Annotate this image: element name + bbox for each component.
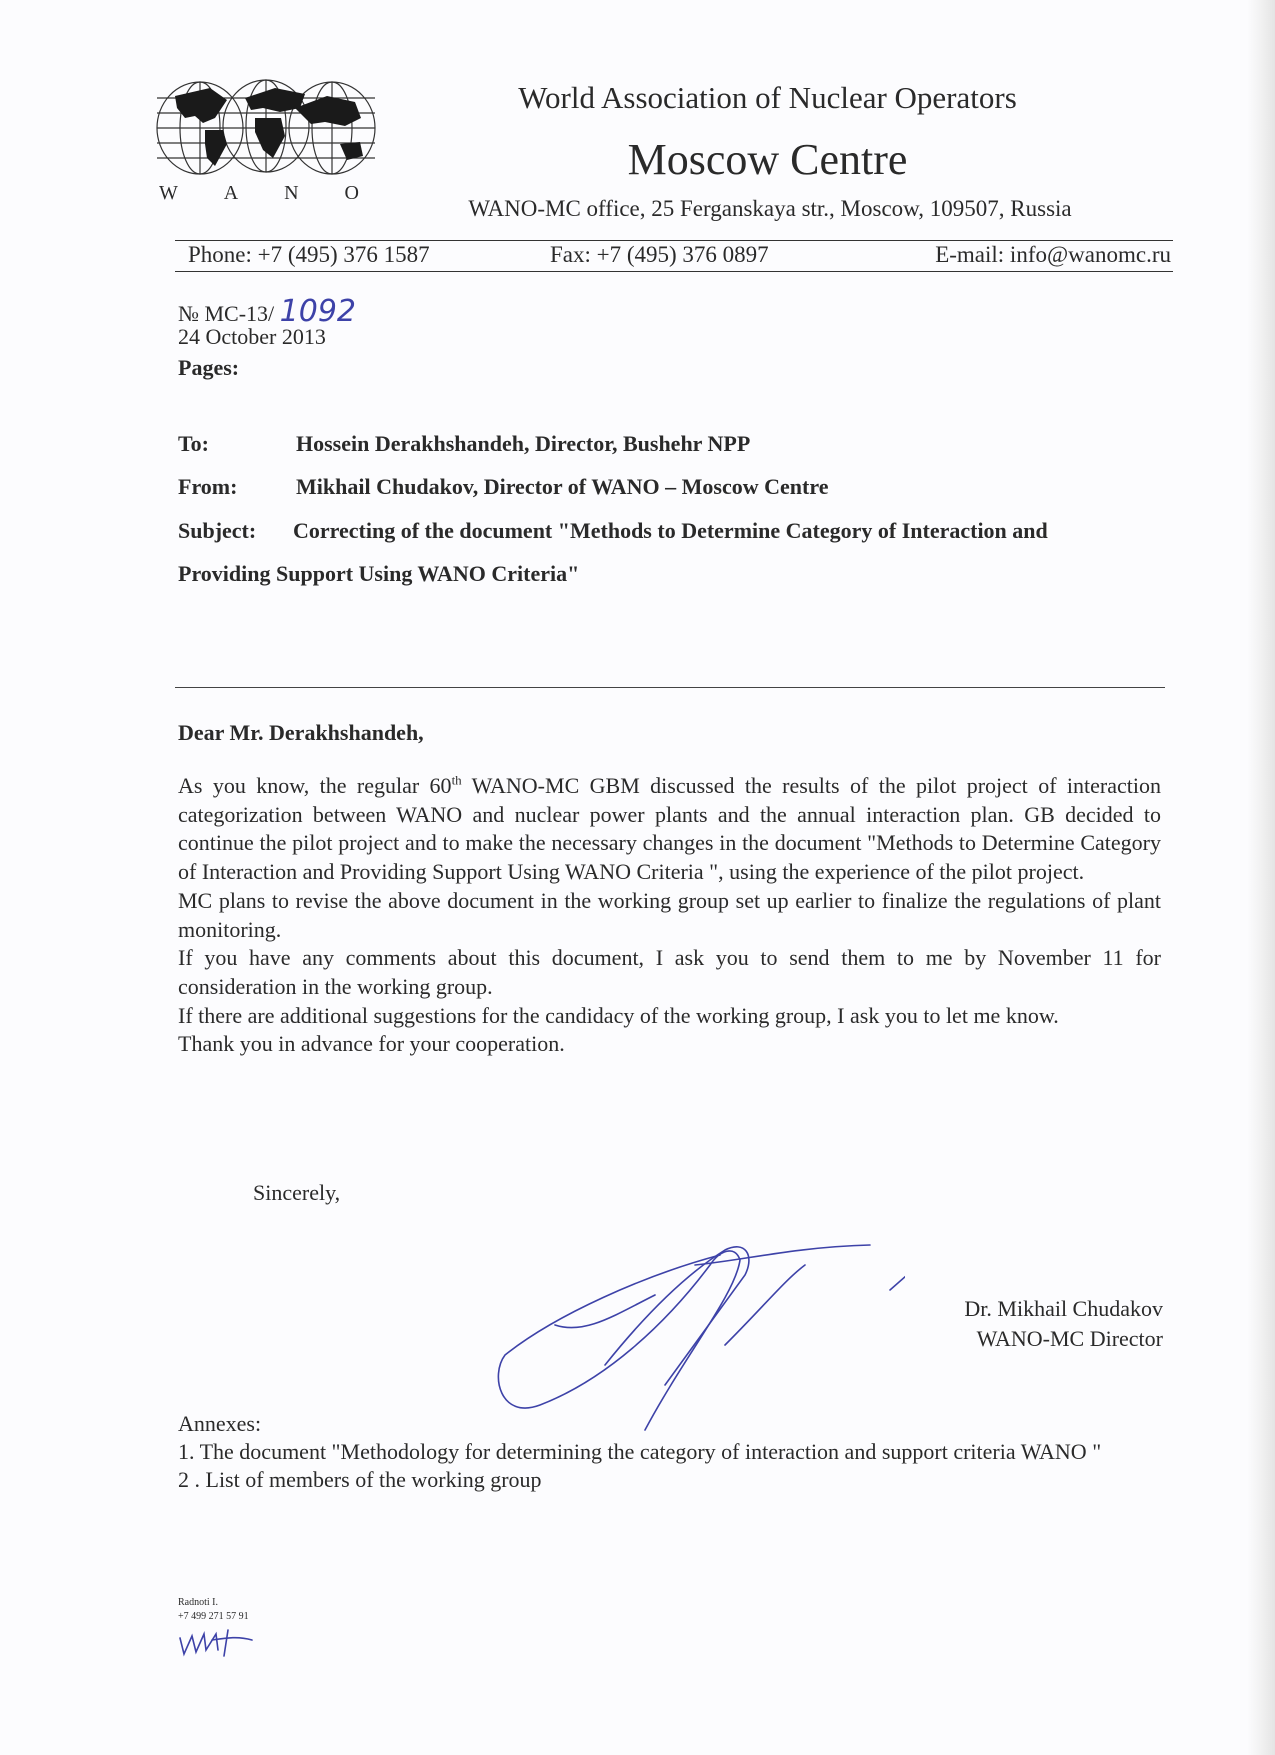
- subject-text: Correcting of the document "Methods to Determine Category of Interaction and: [293, 518, 1048, 543]
- paragraph-text: As you know, the regular 60: [178, 773, 452, 798]
- contact-phone: +7 499 271 57 91: [178, 1611, 249, 1622]
- handwritten-number: 1092: [279, 294, 357, 329]
- contact-bar: [175, 240, 1173, 272]
- logo-letter: N: [284, 182, 299, 204]
- letter-date: 24 October 2013: [178, 324, 326, 349]
- paragraph: If you have any comments about this document, I ask you to send them to me by November 11 for consideration in the working group.: [178, 945, 1161, 999]
- reference-prefix: № MC-13/: [178, 301, 275, 326]
- reference-block: [178, 296, 356, 383]
- signer-block: [964, 1294, 1163, 1354]
- subject-line: [178, 518, 1048, 544]
- paragraph: If there are additional suggestions for the candidacy of the working group, I ask you to let me know.: [178, 1002, 1059, 1028]
- wano-logo: [155, 78, 377, 208]
- logo-letters: [159, 182, 359, 205]
- annex-item: 1. The document "Methodology for determining the category of interaction and support criteria WANO ": [178, 1439, 1102, 1464]
- closing: Sincerely,: [253, 1180, 341, 1205]
- from-label: From:: [178, 474, 238, 499]
- globe-icon: [155, 78, 377, 178]
- email-address: E-mail: info@wanomc.ru: [935, 242, 1171, 267]
- paragraph: [178, 772, 1161, 887]
- phone-number: Phone: +7 (495) 376 1587: [188, 242, 430, 267]
- to-line: [178, 431, 750, 457]
- signer-name: Dr. Mikhail Chudakov: [964, 1296, 1163, 1321]
- footer-contact: [178, 1596, 249, 1624]
- centre-name: Moscow Centre: [627, 135, 908, 184]
- scan-edge: [1247, 0, 1275, 1755]
- logo-letter: W: [159, 182, 178, 204]
- annex-item: 2 . List of members of the working group: [178, 1467, 542, 1492]
- salutation: Dear Mr. Derakhshandeh,: [178, 720, 424, 745]
- to-label: To:: [178, 431, 209, 456]
- signer-title: WANO-MC Director: [976, 1326, 1163, 1351]
- fax-number: Fax: +7 (495) 376 0897: [550, 242, 769, 267]
- annexes: [178, 1410, 1161, 1494]
- office-address: WANO-MC office, 25 Ferganskaya str., Moscow, 109507, Russia: [468, 196, 1072, 221]
- paragraph: Thank you in advance for your cooperation.: [178, 1031, 565, 1057]
- logo-letter: O: [344, 182, 359, 204]
- paragraph-text: WANO-MC GBM discussed the results of the pilot project of interaction categorization between WANO and nuclear power plants and the annual interaction plan. GB decided to continue the pilot project and to make the necessary changes in the document "Methods to Determine Category of Interaction and Providing Support Using WANO Criteria ", using the experience of the pilot project.: [178, 773, 1161, 885]
- letter-body: [178, 772, 1161, 1059]
- initials-icon: [176, 1624, 256, 1660]
- paragraph: MC plans to revise the above document in the working group set up earlier to finalize the regulations of plant monitoring.: [178, 887, 1161, 942]
- logo-letter: A: [223, 182, 239, 204]
- from-value: Mikhail Chudakov, Director of WANO – Moscow Centre: [296, 474, 829, 499]
- organization-name: World Association of Nuclear Operators: [518, 80, 1017, 115]
- to-value: Hossein Derakhshandeh, Director, Bushehr NPP: [296, 431, 751, 456]
- pages-label: Pages:: [178, 355, 240, 380]
- divider: [175, 687, 1165, 688]
- contact-name: Radnoti I.: [178, 1597, 218, 1608]
- superscript: th: [451, 772, 462, 788]
- from-line: [178, 474, 828, 500]
- subject-line-2: Providing Support Using WANO Criteria": [178, 561, 580, 586]
- annexes-label: Annexes:: [178, 1411, 262, 1436]
- subject-label: Subject:: [178, 518, 257, 543]
